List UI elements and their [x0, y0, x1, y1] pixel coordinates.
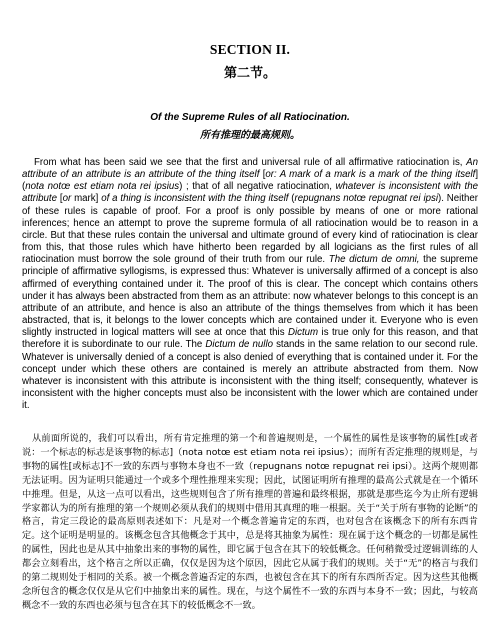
italic-run: repugnans notœ repugnat rei ipsi — [294, 193, 438, 205]
chapter-heading-zh: 所有推理的最高规则。 — [200, 130, 300, 141]
italic-run: of a thing is inconsistent with the thing itself — [101, 193, 289, 205]
text-run: ( — [288, 193, 295, 205]
text-run: From what has been said we see that the first and universal rule of all affirmative ratiocination is, — [34, 157, 467, 168]
section-title: SECTION II. — [209, 42, 291, 57]
italic-run: An attribute of an attribute is an attribute of the thing itself — [22, 157, 478, 181]
italic-run: or — [62, 193, 72, 205]
section-title-zh: 第二节。 — [223, 66, 276, 81]
italic-run: whatever is inconsistent with the attribute — [22, 181, 478, 205]
italic-run: The dictum de omni, — [328, 254, 420, 266]
chapter-heading: Of the Supreme Rules of all Ratiocination. — [150, 112, 350, 123]
chinese-paragraph: 从前面所说的，我们可以看出，所有肯定推理的第一个和普遍规则是，一个属性的属性是该事物的属性[或者说：一个标志的标志是该事物的标志]（nota notœ est etiam nota rei ipsius）；而所有否定推理的规则是，与事物的属性[或标志]不一致的东西与事物本身也不一致（repugnans notœ repugnat rei ipsi）。这两个规则都无法证明。因为证明只能通过一个或多个理性推理来实现；因此，试图证明所有推理的最高公式就是在一个循环中推理。但是，从这一点可以看出，这些规则包含了所有推理的普遍和最终根据，那就是那些迄今为止所有逻辑学家都认为的所有推理的第一个规则必须从我们的规则中借用其真理的唯一根据。关于“关于所有事物的论断”的格言，肯定三段论的最高原则表述如下：凡是对一个概念普遍肯定的东西，也对包含在该概念下的所有东西肯定。这个证明是明显的。该概念包含其他概念于其中，总是将其抽象为属性：现在属于这个概念的一切都是属性的属性，因此也是从其中抽象出来的事物的属性，即它属于包含在其下的较低概念。任何稍微受过逻辑训练的人都会立刻看出，这个格言之所以正确，仅仅是因为这个原因，因此它从属于我们的规则。关于“无”的格言与我们的第二规则处于相同的关系。被一个概念普遍否定的东西，也被包含在其下的所有东西所否定。因为这些其他概念所包含的概念仅仅是从它们中抽象出来的属性。现在，与这个属性不一致的东西与本身不一致；因此，与较高概念不一致的东西也必须与包含在其下的较低概念不一致。 — [22, 433, 478, 611]
text-run: mark] — [71, 193, 102, 205]
text-run: ) ; that of all negative ratiocination, — [179, 181, 336, 193]
italic-run: or: A mark of a mark is a mark of the thing itself — [265, 169, 476, 181]
text-run: the supreme principle of affirmative syllogisms, is expressed thus: Whatever is universally affirmed of a concept is also affirmed of everything contained under it. The proof of this is clear. The concept which contains others under it has always been abstracted from them as an attribute: now whatever belongs to this concept is an attribute of an attribute, and hence is also an attribute of the things themselves from which it has been abstracted, that is, it belongs to the lower concepts which are contained under it. Everyone who is even slightly instructed in logical matters will see at once that this — [22, 254, 478, 339]
text-run: ). Neither of these rules is capable of proof. For a proof is only possible by means of one or more rational inferences; hence an attempt to prove the supreme formula of all ratiocination would be to reason in a circle. But that these rules contain the universal and ultimate ground of every kind of ratiocination is clear from this, that those rules which have hitherto been regarded by all logicians as the first rules of all ratiocination must borrow the sole ground of their truth from our rule. — [22, 193, 479, 266]
text-run: stands in the same relation to our second rule. Whatever is universally denied of a concept is also denied of everything that is contained under it. For the concept under which these others are contained is merely an attribute abstracted from them. Now whatever is inconsistent with this attribute is inconsistent with the thing itself; consequently, whatever is inconsistent with the higher concepts must also be inconsistent with the lower which are contained under it. — [22, 339, 478, 412]
text-run: ] ( — [22, 169, 479, 193]
english-paragraph — [22, 157, 478, 412]
italic-run: nota notœ est etiam nota rei ipsius — [25, 181, 180, 193]
text-run: is true only for this reason, and that therefore it is subordinate to our rule. The — [22, 327, 478, 351]
italic-run: Dictum de nullo — [205, 339, 273, 351]
text-run: [ — [57, 193, 63, 205]
italic-run: Dictum — [287, 327, 319, 339]
text-run: [ — [259, 169, 266, 181]
